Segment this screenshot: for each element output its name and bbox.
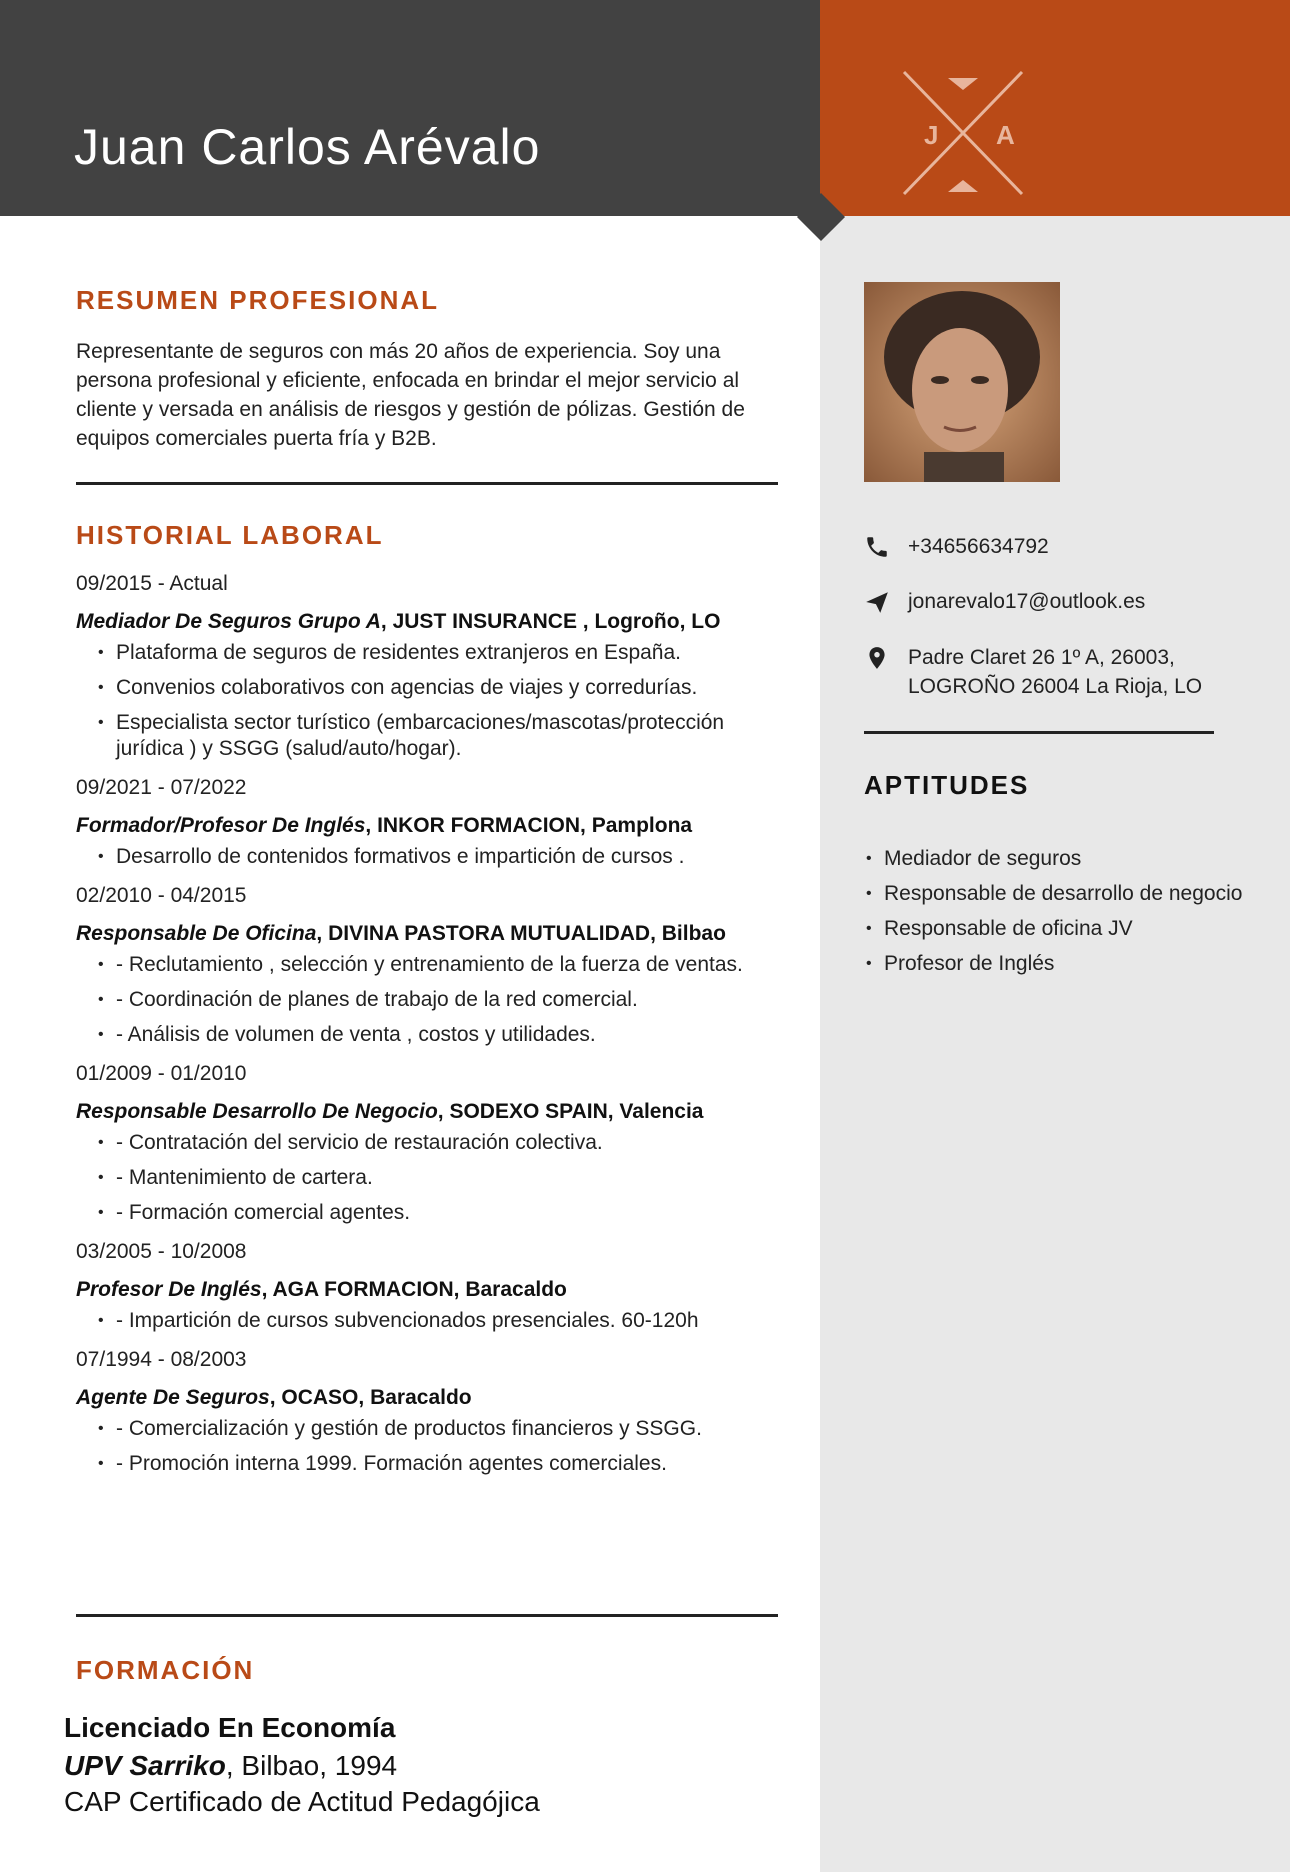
skill-item: • Mediador de seguros — [884, 846, 1254, 872]
skill-item: • Responsable de oficina JV — [884, 916, 1254, 942]
job-bullet: • - Promoción interna 1999. Formación agentes comerciales. — [116, 1451, 796, 1477]
job-bullet: • Plataforma de seguros de residentes extranjeros en España. — [116, 640, 796, 666]
header-accent-panel — [820, 0, 1290, 216]
monogram-letter-left: J — [924, 120, 939, 150]
job-role: Profesor De Inglés — [76, 1278, 262, 1301]
job-bullet: • Convenios colaborativos con agencias de viajes y corredurías. — [116, 675, 796, 701]
job-role: Agente De Seguros — [76, 1386, 270, 1409]
job-company: , OCASO, Baracaldo — [269, 1386, 472, 1409]
job-title — [76, 1098, 796, 1126]
header-banner — [0, 0, 820, 216]
job-bullets — [76, 1130, 796, 1226]
monogram-letter-right: A — [996, 120, 1015, 150]
job-role: Responsable Desarrollo De Negocio — [76, 1100, 438, 1123]
job-title — [76, 920, 796, 948]
job-role: Formador/Profesor De Inglés — [76, 814, 366, 837]
job-bullet: • - Comercialización y gestión de productos financieros y SSGG. — [116, 1416, 796, 1442]
job-title — [76, 1384, 796, 1412]
job-bullet: • - Reclutamiento , selección y entrenamiento de la fuerza de ventas. — [116, 952, 796, 978]
job-date: 07/1994 - 08/2003 — [76, 1348, 247, 1371]
job-bullet: • - Mantenimiento de cartera. — [116, 1165, 796, 1191]
job-title — [76, 608, 796, 636]
history-heading: HISTORIAL LABORAL — [76, 520, 384, 550]
summary-heading: RESUMEN PROFESIONAL — [76, 285, 440, 315]
education-certificate: CAP Certificado de Actitud Pedagójica — [64, 1786, 540, 1817]
job-company: , INKOR FORMACION, Pamplona — [365, 814, 693, 837]
job-company: , SODEXO SPAIN, Valencia — [437, 1100, 704, 1123]
job-entry — [76, 1238, 796, 1334]
phone-icon — [864, 534, 890, 560]
job-bullet: • Especialista sector turístico (embarcaciones/mascotas/protección jurídica ) y SSGG (salud/auto/hogar). — [116, 710, 796, 762]
education-heading: FORMACIÓN — [76, 1655, 255, 1685]
job-role: Responsable De Oficina — [76, 922, 317, 945]
job-date: 02/2010 - 04/2015 — [76, 884, 247, 907]
job-company: , JUST INSURANCE , Logroño, LO — [380, 610, 721, 633]
job-entry — [76, 882, 796, 1048]
job-title — [76, 812, 796, 840]
job-bullets — [76, 952, 796, 1048]
location-pin-icon — [864, 645, 890, 671]
job-entry — [76, 774, 796, 870]
send-icon — [864, 589, 890, 615]
education-details: , Bilbao, 1994 — [225, 1750, 398, 1781]
job-date: 01/2009 - 01/2010 — [76, 1062, 247, 1085]
job-date: 09/2021 - 07/2022 — [76, 776, 247, 799]
phone-text: +34656634792 — [908, 535, 1049, 558]
job-company: , DIVINA PASTORA MUTUALIDAD, Bilbao — [316, 922, 726, 945]
job-bullets — [76, 640, 796, 762]
profile-photo — [864, 282, 1060, 482]
contact-phone — [864, 532, 1244, 564]
address-text: Padre Claret 26 1º A, 26003, LOGROÑO 26004 La Rioja, LO — [908, 646, 1203, 698]
skill-item: • Profesor de Inglés — [884, 951, 1254, 977]
job-bullets — [76, 1416, 796, 1477]
job-role: Mediador De Seguros Grupo A — [76, 610, 381, 633]
sidebar-divider — [864, 731, 1214, 734]
education-institution: UPV Sarriko — [64, 1750, 226, 1781]
divider — [76, 482, 778, 485]
education-degree: Licenciado En Economía — [64, 1712, 396, 1743]
skills-list — [864, 846, 1254, 986]
job-list — [76, 570, 796, 1489]
skill-item: • Responsable de desarrollo de negocio — [884, 881, 1254, 907]
education-school — [64, 1750, 397, 1782]
job-date: 09/2015 - Actual — [76, 572, 228, 595]
job-bullet: • - Análisis de volumen de venta , costos y utilidades. — [116, 1022, 796, 1048]
job-entry — [76, 1346, 796, 1477]
candidate-name: Juan Carlos Arévalo — [74, 119, 541, 175]
job-bullets — [76, 1308, 796, 1334]
job-bullet: • - Contratación del servicio de restauración colectiva. — [116, 1130, 796, 1156]
job-date: 03/2005 - 10/2008 — [76, 1240, 247, 1263]
job-entry — [76, 570, 796, 762]
skills-heading: APTITUDES — [864, 770, 1030, 800]
job-bullet: • - Impartición de cursos subvencionados presenciales. 60-120h — [116, 1308, 796, 1334]
contact-address — [864, 643, 1244, 705]
job-bullet: • - Formación comercial agentes. — [116, 1200, 796, 1226]
job-bullets — [76, 844, 796, 870]
job-bullet: • - Coordinación de planes de trabajo de la red comercial. — [116, 987, 796, 1013]
job-company: , AGA FORMACION, Baracaldo — [261, 1278, 567, 1301]
summary-text: Representante de seguros con más 20 años de experiencia. Soy una persona profesional y eficiente, enfocada en brindar el mejor servicio al cliente y versada en análisis de riesgos y gestión de pólizas. Gestión de equipos comerciales puerta fría y B2B. — [76, 340, 745, 450]
contact-email — [864, 587, 1244, 619]
job-title — [76, 1276, 796, 1304]
job-bullet: • Desarrollo de contenidos formativos e impartición de cursos . — [116, 844, 796, 870]
email-text: jonarevalo17@outlook.es — [908, 590, 1146, 613]
job-entry — [76, 1060, 796, 1226]
divider — [76, 1614, 778, 1617]
monogram-logo — [896, 70, 1030, 198]
